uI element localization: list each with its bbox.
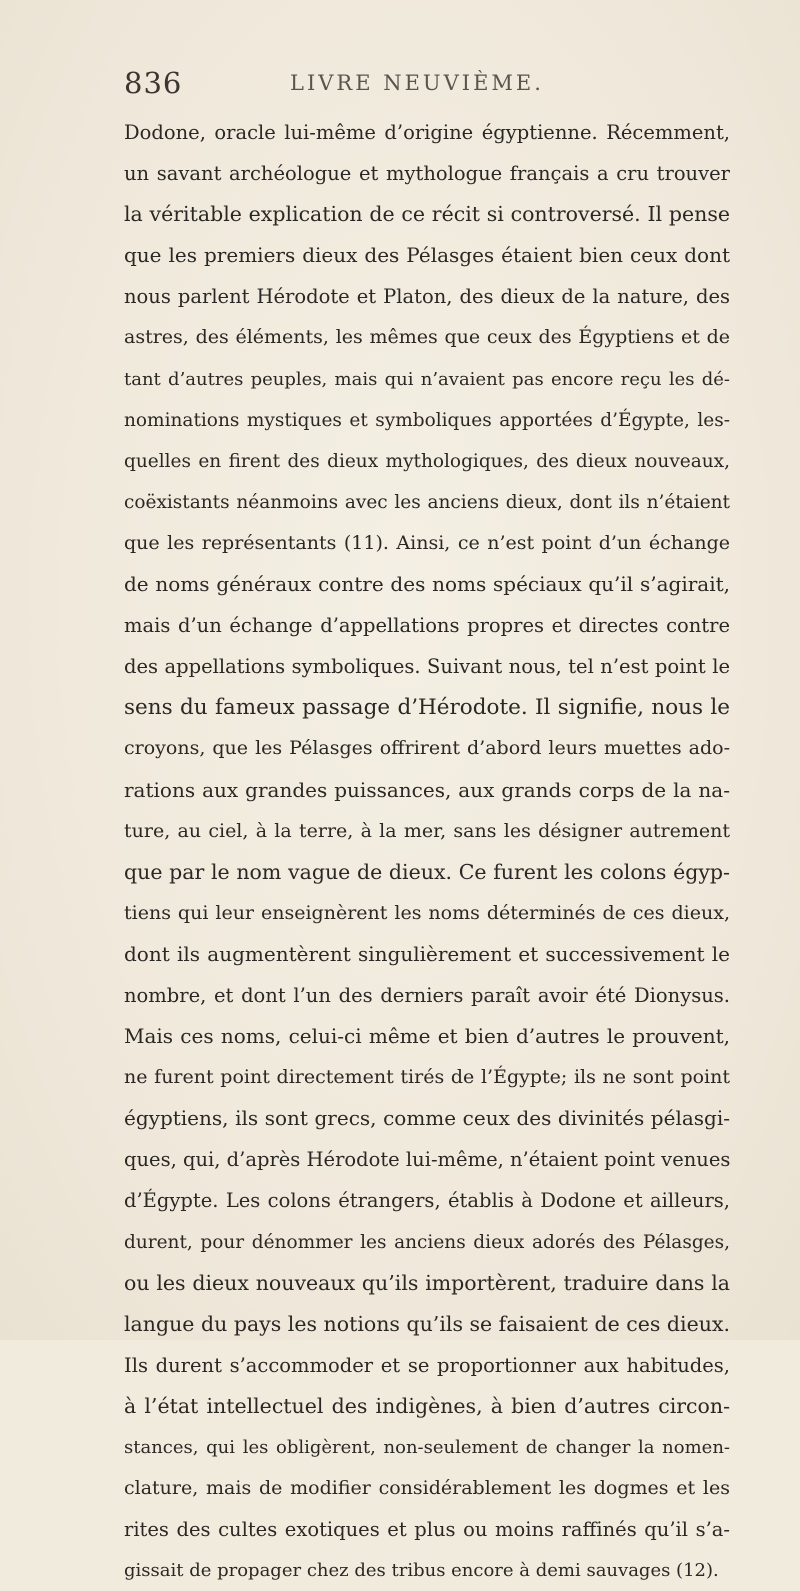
text-line: ne furent point directement tirés de l’Égypte; ils ne sont point — [124, 1066, 730, 1089]
text-line: Ils durent s’accommoder et se proportionner aux habitudes, — [124, 1353, 730, 1377]
text-line: durent, pour dénommer les anciens dieux adorés des Pélasges, — [124, 1231, 730, 1253]
text-line: Mais ces noms, celui-ci même et bien d’autres le prouvent, — [124, 1024, 730, 1049]
text-line: Dodone, oracle lui-même d’origine égyptienne. Récemment, — [124, 121, 730, 144]
text-line: nombre, et dont l’un des derniers paraît avoir été Dionysus. — [124, 983, 730, 1007]
text-line: ques, qui, d’après Hérodote lui-même, n’étaient point venues — [124, 1148, 730, 1172]
text-line: langue du pays les notions qu’ils se faisaient de ces dieux. — [124, 1311, 730, 1336]
text-line: stances, qui les obligèrent, non-seulement de changer la nomen- — [124, 1437, 730, 1458]
text-line: que par le nom vague de dieux. Ce furent les colons égyp- — [124, 859, 730, 884]
text-line: à l’état intellectuel des indigènes, à bien d’autres circon- — [124, 1393, 730, 1418]
text-line: coëxistants néanmoins avec les anciens dieux, dont ils n’étaient — [124, 491, 730, 513]
text-line: nous parlent Hérodote et Platon, des dieux de la nature, des — [124, 285, 730, 309]
text-line: rites des cultes exotiques et plus ou moins raffinés qu’il s’a- — [124, 1518, 730, 1542]
text-line: astres, des éléments, les mêmes que ceux des Égyptiens et de — [124, 326, 730, 349]
text-line: que les représentants (11). Ainsi, ce n’est point d’un échange — [124, 531, 730, 554]
text-line: quelles en firent des dieux mythologiques, des dieux nouveaux, — [124, 450, 730, 472]
text-line: clature, mais de modifier considérablement les dogmes et les — [124, 1477, 730, 1500]
text-line: mais d’un échange d’appellations propres et directes contre — [124, 614, 730, 638]
running-head: LIVRE NEUVIÈME. — [290, 71, 544, 95]
text-line: rations aux grandes puissances, aux grands corps de la na- — [124, 777, 730, 802]
text-line: nominations mystiques et symboliques apportées d’Égypte, les- — [124, 409, 730, 431]
text-line: tant d’autres peuples, mais qui n’avaient pas encore reçu les dé- — [124, 368, 730, 390]
text-line: tiens qui leur enseignèrent les noms déterminés de ces dieux, — [124, 901, 730, 924]
body-text — [124, 112, 730, 1591]
text-line: d’Égypte. Les colons étrangers, établis à Dodone et ailleurs, — [124, 1189, 730, 1213]
page-header — [124, 66, 724, 106]
text-line: des appellations symboliques. Suivant nous, tel n’est point le — [124, 655, 730, 679]
text-line: croyons, que les Pélasges offrirent d’abord leurs muettes ado- — [124, 737, 730, 760]
text-line: ou les dieux nouveaux qu’ils importèrent, traduire dans la — [124, 1270, 730, 1295]
text-line: sens du fameux passage d’Hérodote. Il signifie, nous le — [124, 695, 730, 721]
text-line: dont ils augmentèrent singulièrement et successivement le — [124, 941, 730, 966]
text-line: gissait de propager chez des tribus encore à demi sauvages (12). — [124, 1560, 719, 1582]
text-line: égyptiens, ils sont grecs, comme ceux des divinités pélasgi- — [124, 1106, 730, 1131]
text-line: que les premiers dieux des Pélasges étaient bien ceux dont — [124, 243, 730, 268]
text-line: de noms généraux contre des noms spéciaux qu’il s’agirait, — [124, 572, 730, 597]
text-line: la véritable explication de ce récit si controversé. Il pense — [124, 202, 730, 227]
text-line: un savant archéologue et mythologue français a cru trouver — [124, 162, 730, 186]
text-line: ture, au ciel, à la terre, à la mer, sans les désigner autrement — [124, 819, 730, 842]
page-number: 836 — [124, 66, 183, 100]
